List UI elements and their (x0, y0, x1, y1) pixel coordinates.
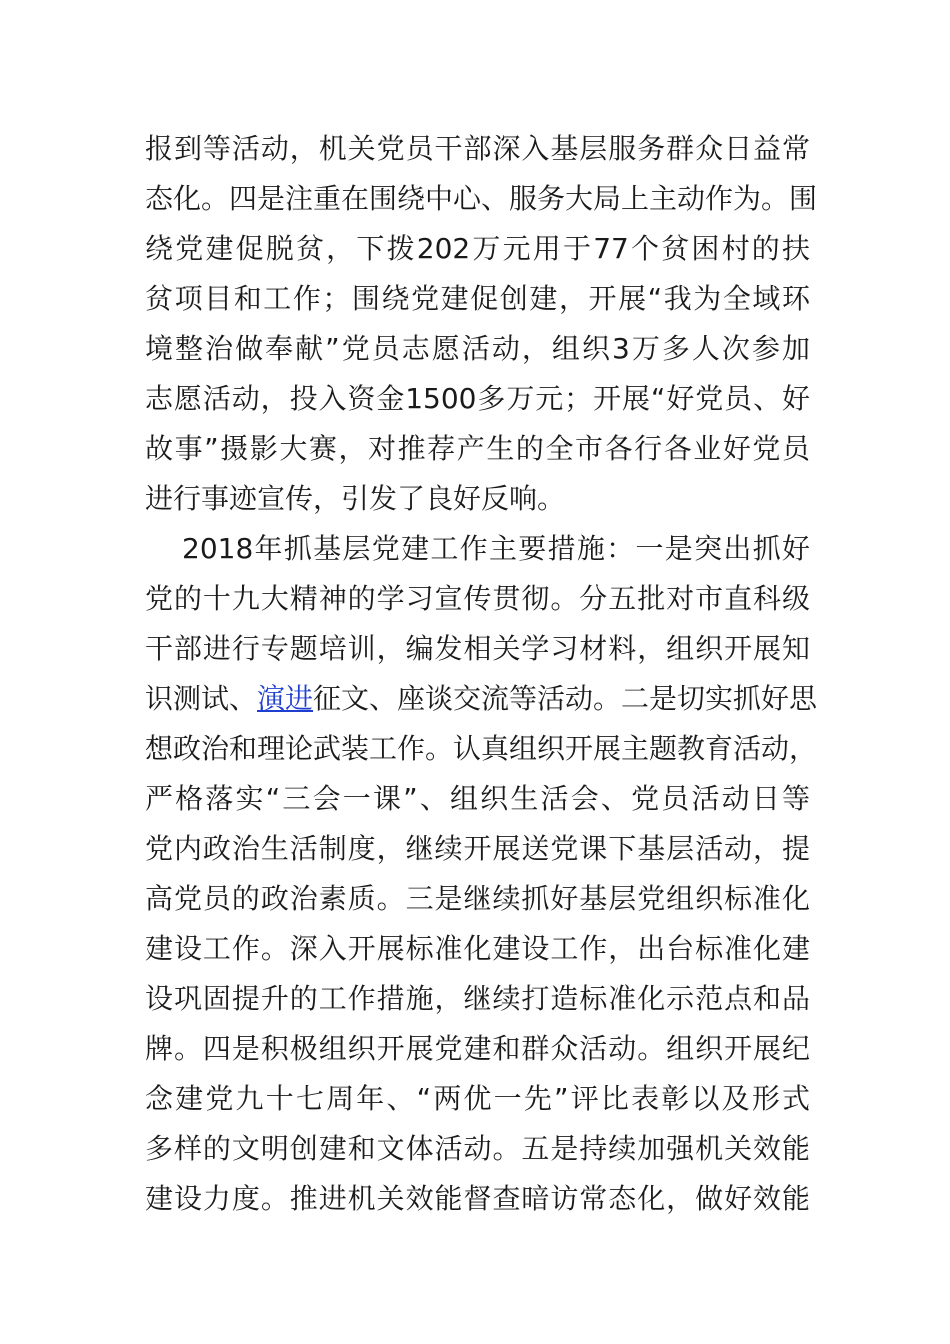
text-line: 态化。四是注重在围绕中心、服务大局上主动作为。围 (145, 182, 818, 215)
text-line: 建设力度。推进机关效能督查暗访常态化，做好效能 (145, 1182, 810, 1215)
text-line: 设巩固提升的工作措施，继续打造标准化示范点和品 (145, 982, 810, 1015)
text-line: 志愿活动，投入资金1500多万元；开展“好党员、好 (145, 382, 810, 415)
text-line: 念建党九十七周年、“两优一先”评比表彰以及形式 (145, 1082, 810, 1115)
text-line: 进行事迹宣传，引发了良好反响。 (145, 482, 566, 515)
text-line: 报到等活动，机关党员干部深入基层服务群众日益常 (145, 132, 810, 165)
text-line: 故事”摄影大赛，对推荐产生的全市各行各业好党员 (145, 432, 810, 465)
text-line: 2018年抓基层党建工作主要措施：一是突出抓好 (182, 532, 810, 565)
text-line: 多样的文明创建和文体活动。五是持续加强机关效能 (145, 1132, 810, 1165)
text-line: 党的十九大精神的学习宣传贯彻。分五批对市直科级 (145, 582, 810, 615)
text-line-with-link (145, 674, 818, 724)
text-line: 牌。四是积极组织开展党建和群众活动。组织开展纪 (145, 1032, 810, 1065)
text-line: 境整治做奉献”党员志愿活动，组织3万多人次参加 (145, 332, 810, 365)
link-prefix: 识测试、 (145, 682, 258, 715)
text-line: 贫项目和工作；围绕党建促创建，开展“我为全域环 (145, 282, 810, 315)
text-line: 高党员的政治素质。三是继续抓好基层党组织标准化 (145, 882, 810, 915)
paragraph-1 (145, 124, 818, 524)
text-line: 绕党建促脱贫，下拨202万元用于77个贫困村的扶 (145, 232, 810, 265)
yanjin-link[interactable]: 演进 (257, 682, 314, 715)
text-line: 党内政治生活制度，继续开展送党课下基层活动，提 (145, 832, 810, 865)
text-line: 干部进行专题培训，编发相关学习材料，组织开展知 (145, 632, 810, 665)
link-suffix: 征文、座谈交流等活动。二是切实抓好思 (313, 682, 818, 715)
text-line: 想政治和理论武装工作。认真组织开展主题教育活动， (145, 732, 818, 765)
document-body (145, 124, 818, 1224)
text-line: 建设工作。深入开展标准化建设工作，出台标准化建 (145, 932, 810, 965)
paragraph-2 (145, 524, 818, 1224)
text-line: 严格落实“三会一课”、组织生活会、党员活动日等 (145, 782, 810, 815)
